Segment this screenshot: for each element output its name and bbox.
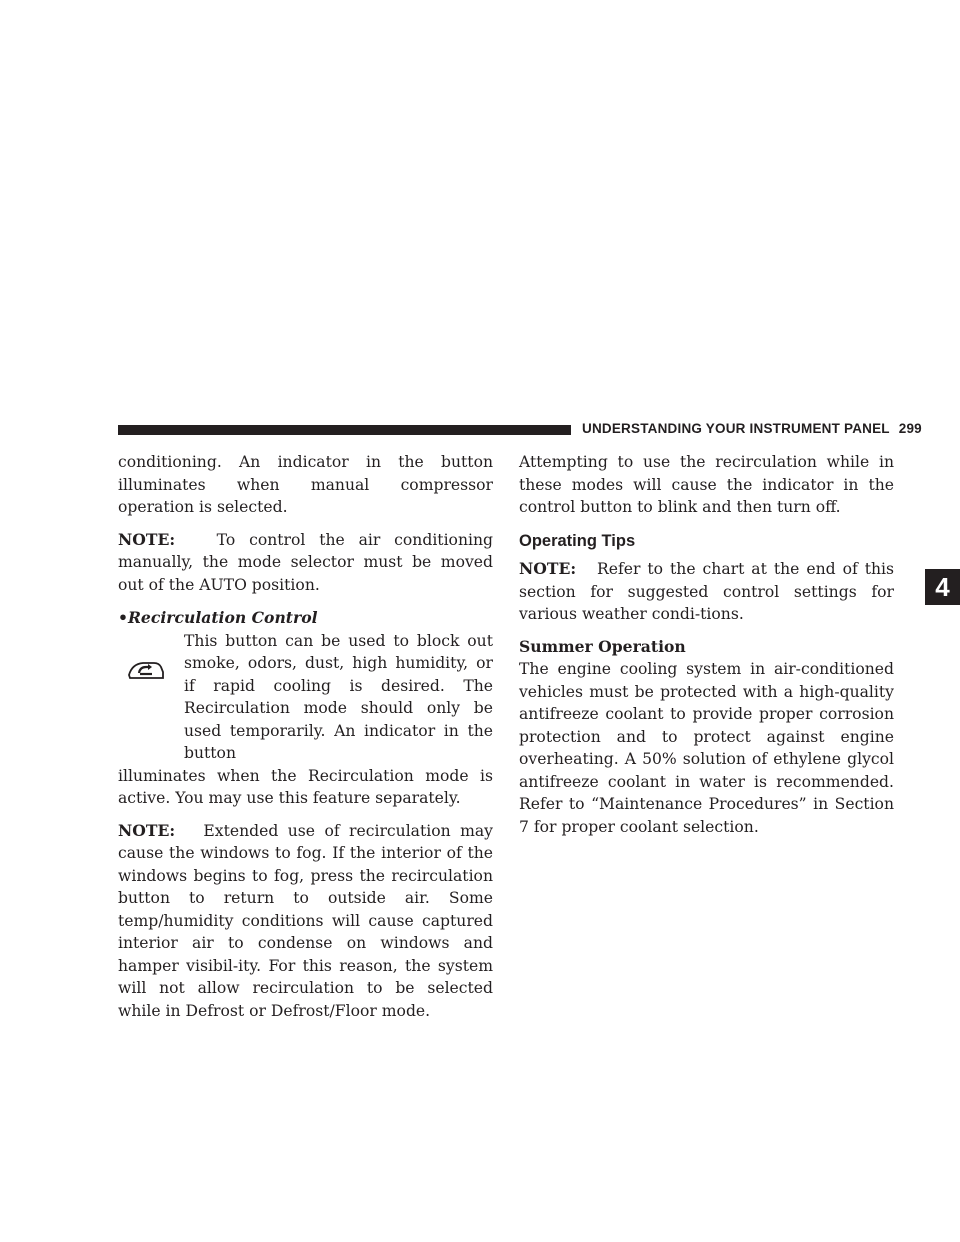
paragraph: conditioning. An indicator in the button illuminates when manual compressor operation is selected. [118, 453, 493, 516]
note-paragraph [118, 529, 493, 597]
recirculation-block [118, 630, 493, 765]
note-label: NOTE: [118, 529, 176, 549]
bullet-heading [118, 607, 493, 630]
note-paragraph [118, 820, 493, 1023]
right-column [519, 451, 894, 838]
header-bar [118, 425, 571, 435]
page-header [582, 421, 922, 436]
note-text: Refer to the chart at the end of this section for suggested control settings for various weather condi-tions. [519, 560, 894, 623]
paragraph: The engine cooling system in air-conditioned vehicles must be protected with a high-quality antifreeze coolant to provide proper corrosion protection and to protect against engine overheating. A 50% solution of ethylene glycol antifreeze coolant in water is recommended. Refer to “Maintenance Procedures” in Section 7 for proper coolant selection. [519, 660, 894, 836]
recirculation-text: This button can be used to block out smoke, odors, dust, high humidity, or if rapid cooling is desired. The Recirculation mode should only be used temporarily. An indicator in the button [184, 631, 493, 762]
chapter-tab: 4 [925, 569, 960, 605]
note-text: To control the air conditioning manually, the mode selector must be moved out of the AUTO position. [118, 530, 494, 594]
section-heading: Operating Tips [519, 531, 636, 550]
note-label: NOTE: [519, 559, 577, 578]
bullet-title: Recirculation Control [127, 608, 318, 627]
note-paragraph [519, 558, 894, 626]
subheading: Summer Operation [519, 636, 686, 656]
bullet-glyph: • [118, 608, 128, 627]
left-column [118, 451, 493, 1022]
note-text: Extended use of recirculation may cause the windows to fog. If the interior of the windows begins to fog, press the recirculation button to return to outside air. Some temp/humidity conditions will cause captured interior air to condense on windows and hamper visibil-ity. For this reason, the system will not allow recirculation to be selected while in Defrost or Defrost/Floor mode. [118, 821, 493, 1020]
recirculation-icon [126, 658, 166, 684]
note-label: NOTE: [118, 820, 176, 840]
paragraph: illuminates when the Recirculation mode is active. You may use this feature separately. [118, 766, 493, 807]
paragraph: Attempting to use the recirculation while in these modes will cause the indicator in the control button to blink and then turn off. [519, 453, 894, 516]
header-title: UNDERSTANDING YOUR INSTRUMENT PANEL [582, 421, 890, 436]
page-number: 299 [898, 421, 922, 436]
